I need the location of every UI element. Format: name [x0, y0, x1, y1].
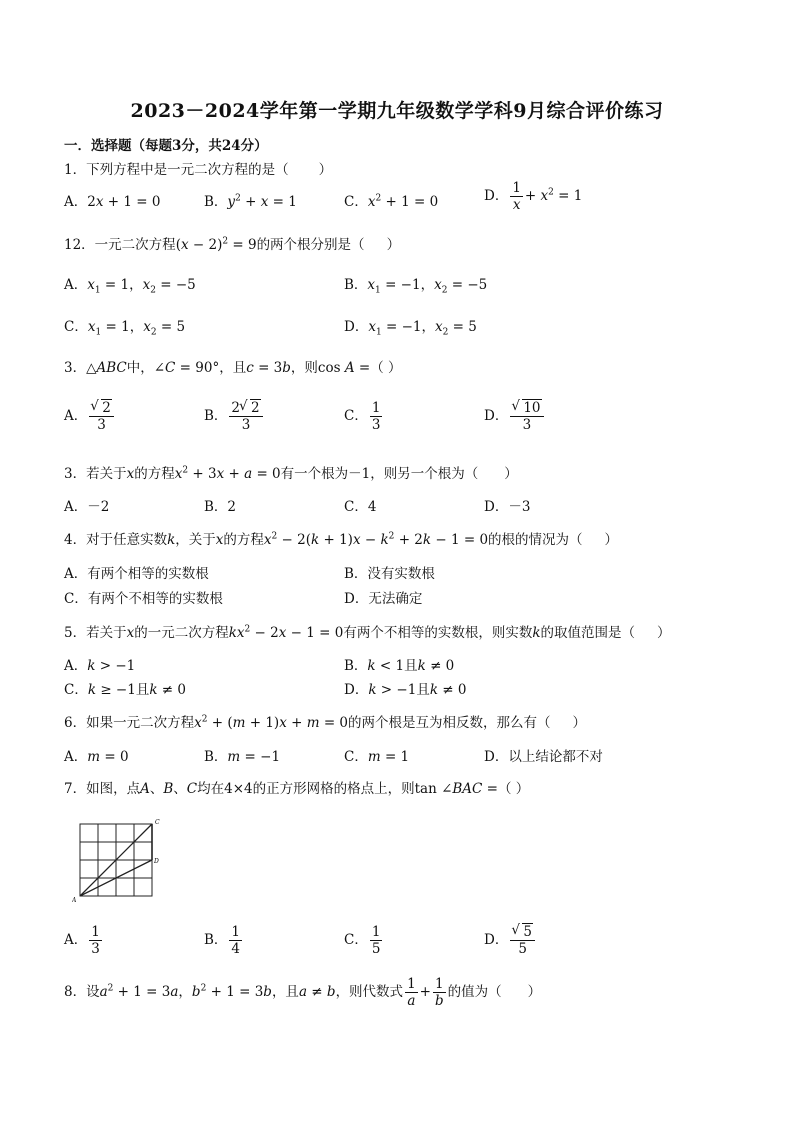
q12-option-a[interactable]: A．$x_1 = 1$，$x_2 = -5$ — [64, 277, 196, 296]
q4-option-d[interactable]: D．无法确定 — [344, 591, 423, 607]
q3b-option-b[interactable]: B．2 — [204, 499, 237, 515]
q3a-option-b[interactable]: B． $\frac{2√ 2}{3}$ — [204, 400, 265, 433]
q3a-option-d[interactable]: D． √ $\frac{10}{3}$ — [484, 400, 546, 433]
q5-option-d[interactable]: D．k > −1且k ≠ 0 — [344, 682, 467, 698]
q3b-option-d[interactable]: D．－3 — [484, 499, 531, 515]
q3a-option-c[interactable]: C． $\frac{1}{3}$ — [344, 400, 381, 433]
question-7: 7．如图，点A、B、C均在4×4的正方形网格的格点上，则tan ∠BAC =（ ） — [64, 781, 530, 797]
figure-label-a: A — [72, 897, 77, 902]
q4-option-b[interactable]: B．没有实数根 — [344, 566, 435, 582]
q3b-option-c[interactable]: C．4 — [344, 499, 377, 515]
page-title: 2023－2024学年第一学期九年级数学学科9月综合评价练习 — [130, 100, 664, 122]
question-6: 6．如果一元二次方程$x^2 + (m + 1)x + m = 0$的两个根是互为相反数，那么有（ ） — [64, 714, 587, 731]
q1-option-c[interactable]: C．$x^2 + 1 = 0$ — [344, 193, 439, 210]
q12-option-c[interactable]: C．$x_1 = 1$，$x_2 = 5$ — [64, 319, 186, 338]
q4-option-a[interactable]: A．有两个相等的实数根 — [64, 566, 209, 582]
q7-option-b[interactable]: B． $\frac{1}{4}$ — [204, 924, 241, 957]
question-3-root: 3．若关于x的方程$x^2 + 3x + a = 0$有一个根为－1，则另一个根为（ ） — [64, 465, 518, 482]
q3b-option-a[interactable]: A．－2 — [64, 499, 110, 515]
section-heading: 一．选择题（每题3分，共24分） — [64, 138, 268, 154]
grid-figure — [72, 818, 162, 902]
q1-option-b[interactable]: B．$y^2 + x = 1$ — [204, 193, 297, 210]
question-1: 1．下列方程中是一元二次方程的是（ ） — [64, 162, 333, 178]
q5-option-a[interactable]: A．k > −1 — [64, 658, 136, 674]
q6-option-b[interactable]: B．m = −1 — [204, 749, 281, 765]
figure-label-d: D — [154, 858, 159, 865]
q5-option-c[interactable]: C．k ≥ −1且k ≠ 0 — [64, 682, 186, 698]
q3a-option-a[interactable]: A． √ $\frac{2}{3}$ — [64, 400, 116, 433]
q12-option-b[interactable]: B．$x_1 = -1$，$x_2 = -5$ — [344, 277, 488, 296]
question-12: 12．一元二次方程$(x - 2)^2 = 9$的两个根分别是（ ） — [64, 236, 401, 253]
q7-option-c[interactable]: C． $\frac{1}{5}$ — [344, 924, 381, 957]
question-5: 5．若关于x的一元二次方程$kx^2 - 2x - 1 = 0$有两个不相等的实数根，则实数k的取值范围是（ ） — [64, 624, 671, 641]
q6-option-a[interactable]: A．m = 0 — [64, 749, 129, 765]
q7-option-a[interactable]: A． $\frac{1}{3}$ — [64, 924, 100, 957]
question-3-triangle: 3．△ABC中，∠C = 90°，且c = 3b，则cos A =（ ） — [64, 360, 402, 376]
q6-option-c[interactable]: C．m = 1 — [344, 749, 410, 765]
q1-option-a[interactable]: A．2x + 1 = 0 — [64, 194, 161, 210]
q6-option-d[interactable]: D．以上结论都不对 — [484, 749, 603, 765]
question-4: 4．对于任意实数k，关于x的方程$x^2 - 2(k + 1)x - k^2 + 2k - 1 = 0$的根的情况为（ ） — [64, 531, 619, 548]
q7-option-d[interactable]: D． √ $\frac{5}{5}$ — [484, 924, 537, 957]
figure-label-c: C — [155, 819, 160, 826]
q12-option-d[interactable]: D．$x_1 = -1$，$x_2 = 5$ — [344, 319, 477, 338]
q4-option-c[interactable]: C．有两个不相等的实数根 — [64, 591, 223, 607]
q5-option-b[interactable]: B．k < 1且k ≠ 0 — [344, 658, 455, 674]
question-8: 8．设$a^2 + 1 = 3a$，$b^2 + 1 = 3b$，且a ≠ b，则代数式 $\frac{1}{a}$ + $\frac{1}{b}$ 的值为（ ） — [64, 976, 542, 1009]
q1-option-d[interactable]: D． $\frac{1}{x}$ + $x^2 = 1$ — [484, 180, 583, 213]
